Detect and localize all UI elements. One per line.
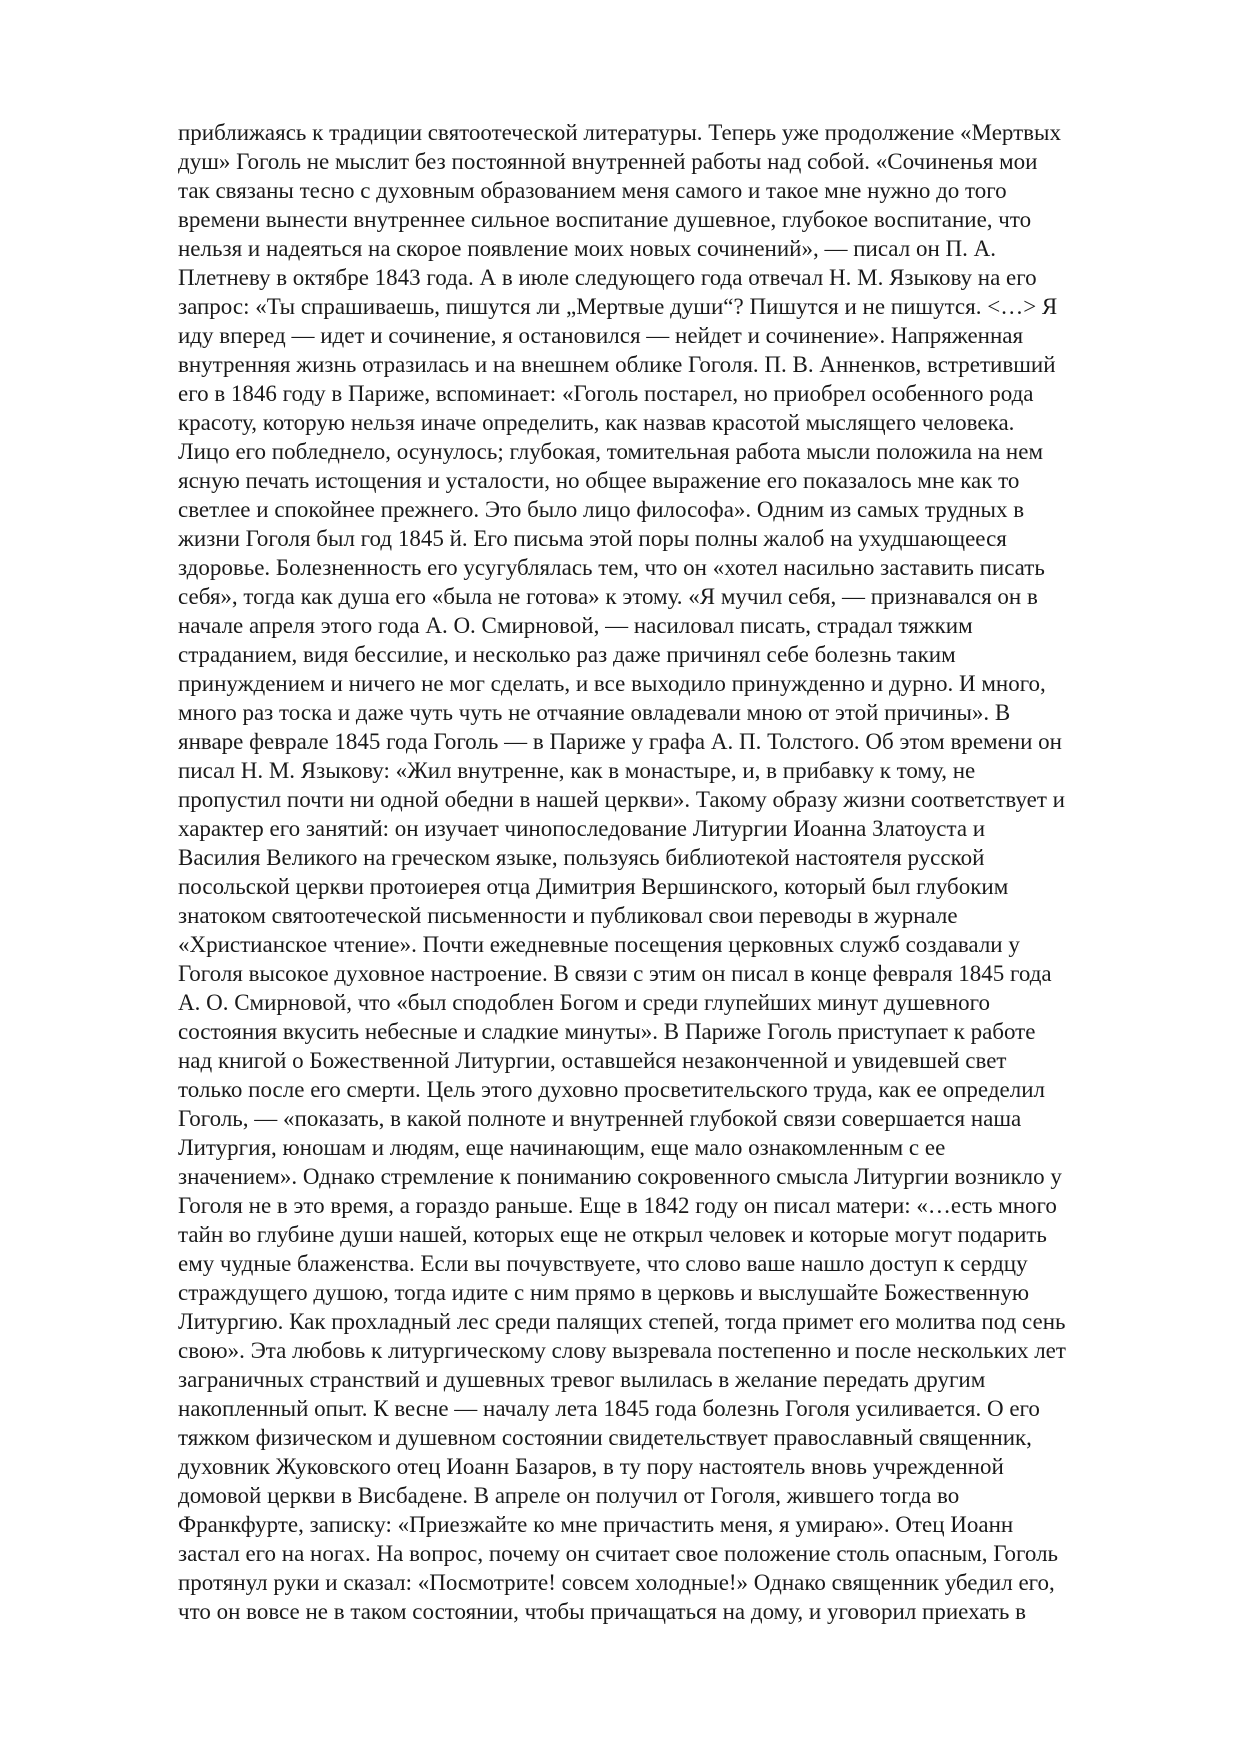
- text-line: застал его на ногах. На вопрос, почему он считает свое положение столь опасным, Гоголь: [178, 1541, 1059, 1566]
- text-line: Гоголя высокое духовное настроение. В связи с этим он писал в конце февраля 1845 года: [178, 961, 1052, 986]
- text-line: посольской церкви протоиерея отца Димитрия Вершинского, который был глубоким: [178, 874, 1009, 899]
- text-line: ему чудные блаженства. Если вы почувствуете, что слово ваше нашло доступ к сердцу: [178, 1251, 1028, 1276]
- text-line: приближаясь к традиции святоотеческой литературы. Теперь уже продолжение «Мертвых: [178, 120, 1061, 145]
- body-text: [178, 118, 1178, 1626]
- text-line: «Христианское чтение». Почти ежедневные посещения церковных служб создавали у: [178, 932, 1020, 957]
- text-line: запрос: «Ты спрашиваешь, пишутся ли „Мертвые души“? Пишутся и не пишутся. <…> Я: [178, 294, 1058, 319]
- text-line: тяжком физическом и душевном состоянии свидетельствует православный священник,: [178, 1425, 1032, 1450]
- text-line: состояния вкусить небесные и сладкие минуты». В Париже Гоголь приступает к работе: [178, 1019, 1036, 1044]
- text-line: заграничных странствий и душевных тревог вылилась в желание передать другим: [178, 1367, 986, 1392]
- text-line: его в 1846 году в Париже, вспоминает: «Гоголь постарел, но приобрел особенного рода: [178, 381, 1034, 406]
- text-line: Гоголь, — «показать, в какой полноте и внутренней глубокой связи совершается наша: [178, 1106, 1022, 1131]
- text-line: характер его занятий: он изучает чинопоследование Литургии Иоанна Златоуста и: [178, 816, 986, 841]
- text-line: страданием, видя бессилие, и несколько раз даже причинял себе болезнь таким: [178, 642, 956, 667]
- text-line: что он вовсе не в таком состоянии, чтобы причащаться на дому, и уговорил приехать в: [178, 1599, 1027, 1624]
- text-line: свою». Эта любовь к литургическому слову вызревала постепенно и после нескольких лет: [178, 1338, 1066, 1363]
- text-line: А. О. Смирновой, что «был сподоблен Богом и среди глупейших минут душевного: [178, 990, 990, 1015]
- text-line: накопленный опыт. К весне — началу лета 1845 года болезнь Гоголя усиливается. О его: [178, 1396, 1040, 1421]
- text-line: значением». Однако стремление к пониманию сокровенного смысла Литургии возникло у: [178, 1164, 1062, 1189]
- text-line: нельзя и надеяться на скорое появление моих новых сочинений», — писал он П. А.: [178, 236, 996, 261]
- text-line: духовник Жуковского отец Иоанн Базаров, в ту пору настоятель вновь учрежденной: [178, 1454, 1004, 1479]
- text-line: страждущего душою, тогда идите с ним прямо в церковь и выслушайте Божественную: [178, 1280, 1030, 1305]
- text-line: себя», тогда как душа его «была не готова» к этому. «Я мучил себя, — признавался он в: [178, 584, 1038, 609]
- text-line: только после его смерти. Цель этого духовно просветительского труда, как ее определил: [178, 1077, 1045, 1102]
- text-line: Литургию. Как прохладный лес среди палящих степей, тогда примет его молитва под сень: [178, 1309, 1066, 1334]
- text-line: времени вынести внутреннее сильное воспитание душевное, глубокое воспитание, что: [178, 207, 1032, 232]
- text-line: иду вперед — идет и сочинение, я остановился — нейдет и сочинение». Напряженная: [178, 323, 1024, 348]
- text-line: Гоголя не в это время, а гораздо раньше. Еще в 1842 году он писал матери: «…есть много: [178, 1193, 1057, 1218]
- text-line: Лицо его побледнело, осунулось; глубокая, томительная работа мысли положила на нем: [178, 439, 1044, 464]
- text-line: внутренняя жизнь отразилась и на внешнем облике Гоголя. П. В. Анненков, встретивший: [178, 352, 1056, 377]
- text-line: тайн во глубине души нашей, которых еще не открыл человек и которые могут подарить: [178, 1222, 1047, 1247]
- text-line: ясную печать истощения и усталости, но общее выражение его показалось мне как то: [178, 468, 1020, 493]
- text-line: домовой церкви в Висбадене. В апреле он получил от Гоголя, жившего тогда во: [178, 1483, 960, 1508]
- text-line: писал Н. М. Языкову: «Жил внутренне, как в монастыре, и, в прибавку к тому, не: [178, 758, 976, 783]
- text-line: так связаны тесно с духовным образованием меня самого и такое мне нужно до того: [178, 178, 1007, 203]
- text-line: жизни Гоголя был год 1845 й. Его письма этой поры полны жалоб на ухудшающееся: [178, 526, 1007, 551]
- text-line: душ» Гоголь не мыслит без постоянной внутренней работы над собой. «Сочиненья мои: [178, 149, 1038, 174]
- text-line: Франкфурте, записку: «Приезжайте ко мне причастить меня, я умираю». Отец Иоанн: [178, 1512, 1014, 1537]
- text-line: знатоком святоотеческой письменности и публиковал свои переводы в журнале: [178, 903, 958, 928]
- text-line: красоту, которую нельзя иначе определить, как назвав красотой мыслящего человека.: [178, 410, 1015, 435]
- text-line: светлее и спокойнее прежнего. Это было лицо философа». Одним из самых трудных в: [178, 497, 1025, 522]
- text-line: здоровье. Болезненность его усугублялась тем, что он «хотел насильно заставить писать: [178, 555, 1045, 580]
- text-line: начале апреля этого года А. О. Смирновой, — насиловал писать, страдал тяжким: [178, 613, 973, 638]
- text-line: Плетневу в октябре 1843 года. А в июле следующего года отвечал Н. М. Языкову на его: [178, 265, 1037, 290]
- text-line: Василия Великого на греческом языке, пользуясь библиотекой настоятеля русской: [178, 845, 985, 870]
- text-line: много раз тоска и даже чуть чуть не отчаяние овладевали мною от этой причины». В: [178, 700, 1011, 725]
- text-line: протянул руки и сказал: «Посмотрите! совсем холодные!» Однако священник убедил его,: [178, 1570, 1055, 1595]
- text-line: над книгой о Божественной Литургии, оставшейся незаконченной и увидевшей свет: [178, 1048, 1007, 1073]
- text-line: пропустил почти ни одной обедни в нашей церкви». Такому образу жизни соответствует и: [178, 787, 1065, 812]
- text-line: Литургия, юношам и людям, еще начинающим, еще мало ознакомленным с ее: [178, 1135, 946, 1160]
- text-line: принуждением и ничего не мог сделать, и все выходило принужденно и дурно. И много,: [178, 671, 1046, 696]
- text-line: январе феврале 1845 года Гоголь — в Париже у графа А. П. Толстого. Об этом времени он: [178, 729, 1062, 754]
